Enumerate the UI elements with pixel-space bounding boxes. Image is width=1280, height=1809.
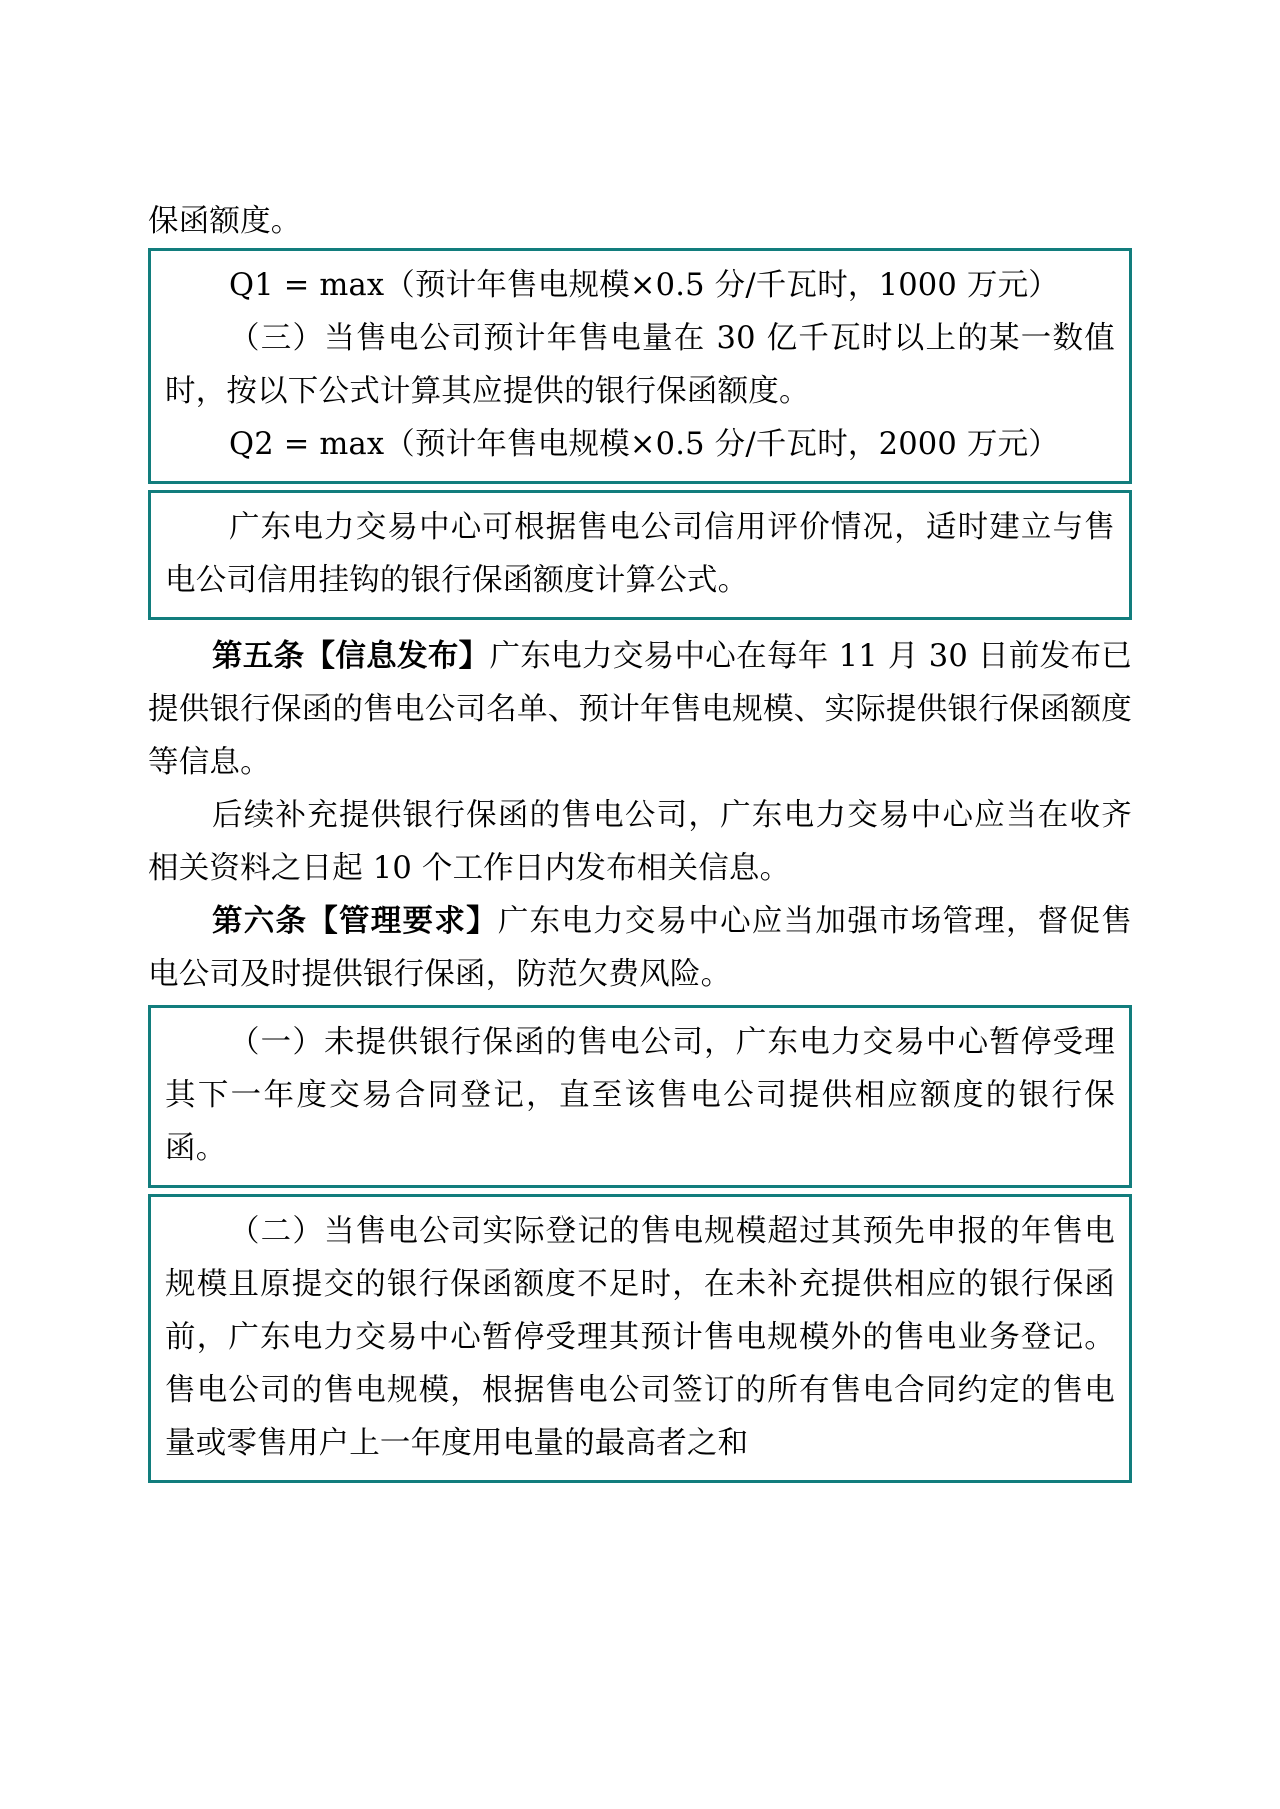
credit-box (148, 490, 1132, 620)
document-body (148, 195, 1132, 1483)
clause-one-box (148, 1005, 1132, 1188)
article-five-title: 【信息发布】 (304, 638, 490, 674)
article-five-paragraph (148, 630, 1132, 789)
clause-two-text: （二）当售电公司实际登记的售电规模超过其预先申报的年售电规模且原提交的银行保函额度不足时，在未补充提供相应的银行保函前，广东电力交易中心暂停受理其预计售电规模外的售电业务登记。售电公司的售电规模，根据售电公司签订的所有售电合同约定的售电量或零售用户上一年度用电量的最高者之和 (165, 1214, 1115, 1461)
article-six-paragraph (148, 895, 1132, 1001)
article-six-number: 第六条 (212, 903, 308, 939)
clause-two-box (148, 1194, 1132, 1483)
article-six-text: 广东电力交易中心应当加强市场管理，督促售电公司及时提供银行保函，防范欠费风险。 (148, 904, 1132, 992)
article-five-followup: 后续补充提供银行保函的售电公司，广东电力交易中心应当在收齐相关资料之日起 10 个工作日内发布相关信息。 (148, 798, 1132, 886)
clause-three-text: （三）当售电公司预计年售电量在 30 亿千瓦时以上的某一数值时，按以下公式计算其应提供的银行保函额度。 (165, 321, 1115, 409)
article-five-number: 第五条 (212, 638, 305, 674)
article-six-title: 【管理要求】 (307, 903, 498, 939)
spacer (148, 620, 1132, 630)
formula-q1: Q1 = max（预计年售电规模×0.5 分/千瓦时，1000 万元） (229, 268, 1060, 303)
formula-box-1 (148, 248, 1132, 484)
article-five-text: 广东电力交易中心在每年 11 月 30 日前发布已提供银行保函的售电公司名单、预计年售电规模、实际提供银行保函额度等信息。 (148, 639, 1132, 780)
continuation-line: 保函额度。 (148, 204, 302, 239)
clause-one-text: （一）未提供银行保函的售电公司，广东电力交易中心暂停受理其下一年度交易合同登记，直至该售电公司提供相应额度的银行保函。 (165, 1025, 1115, 1166)
credit-linked-formula-text: 广东电力交易中心可根据售电公司信用评价情况，适时建立与售电公司信用挂钩的银行保函额度计算公式。 (165, 510, 1115, 598)
formula-q2: Q2 = max（预计年售电规模×0.5 分/千瓦时，2000 万元） (229, 427, 1060, 462)
